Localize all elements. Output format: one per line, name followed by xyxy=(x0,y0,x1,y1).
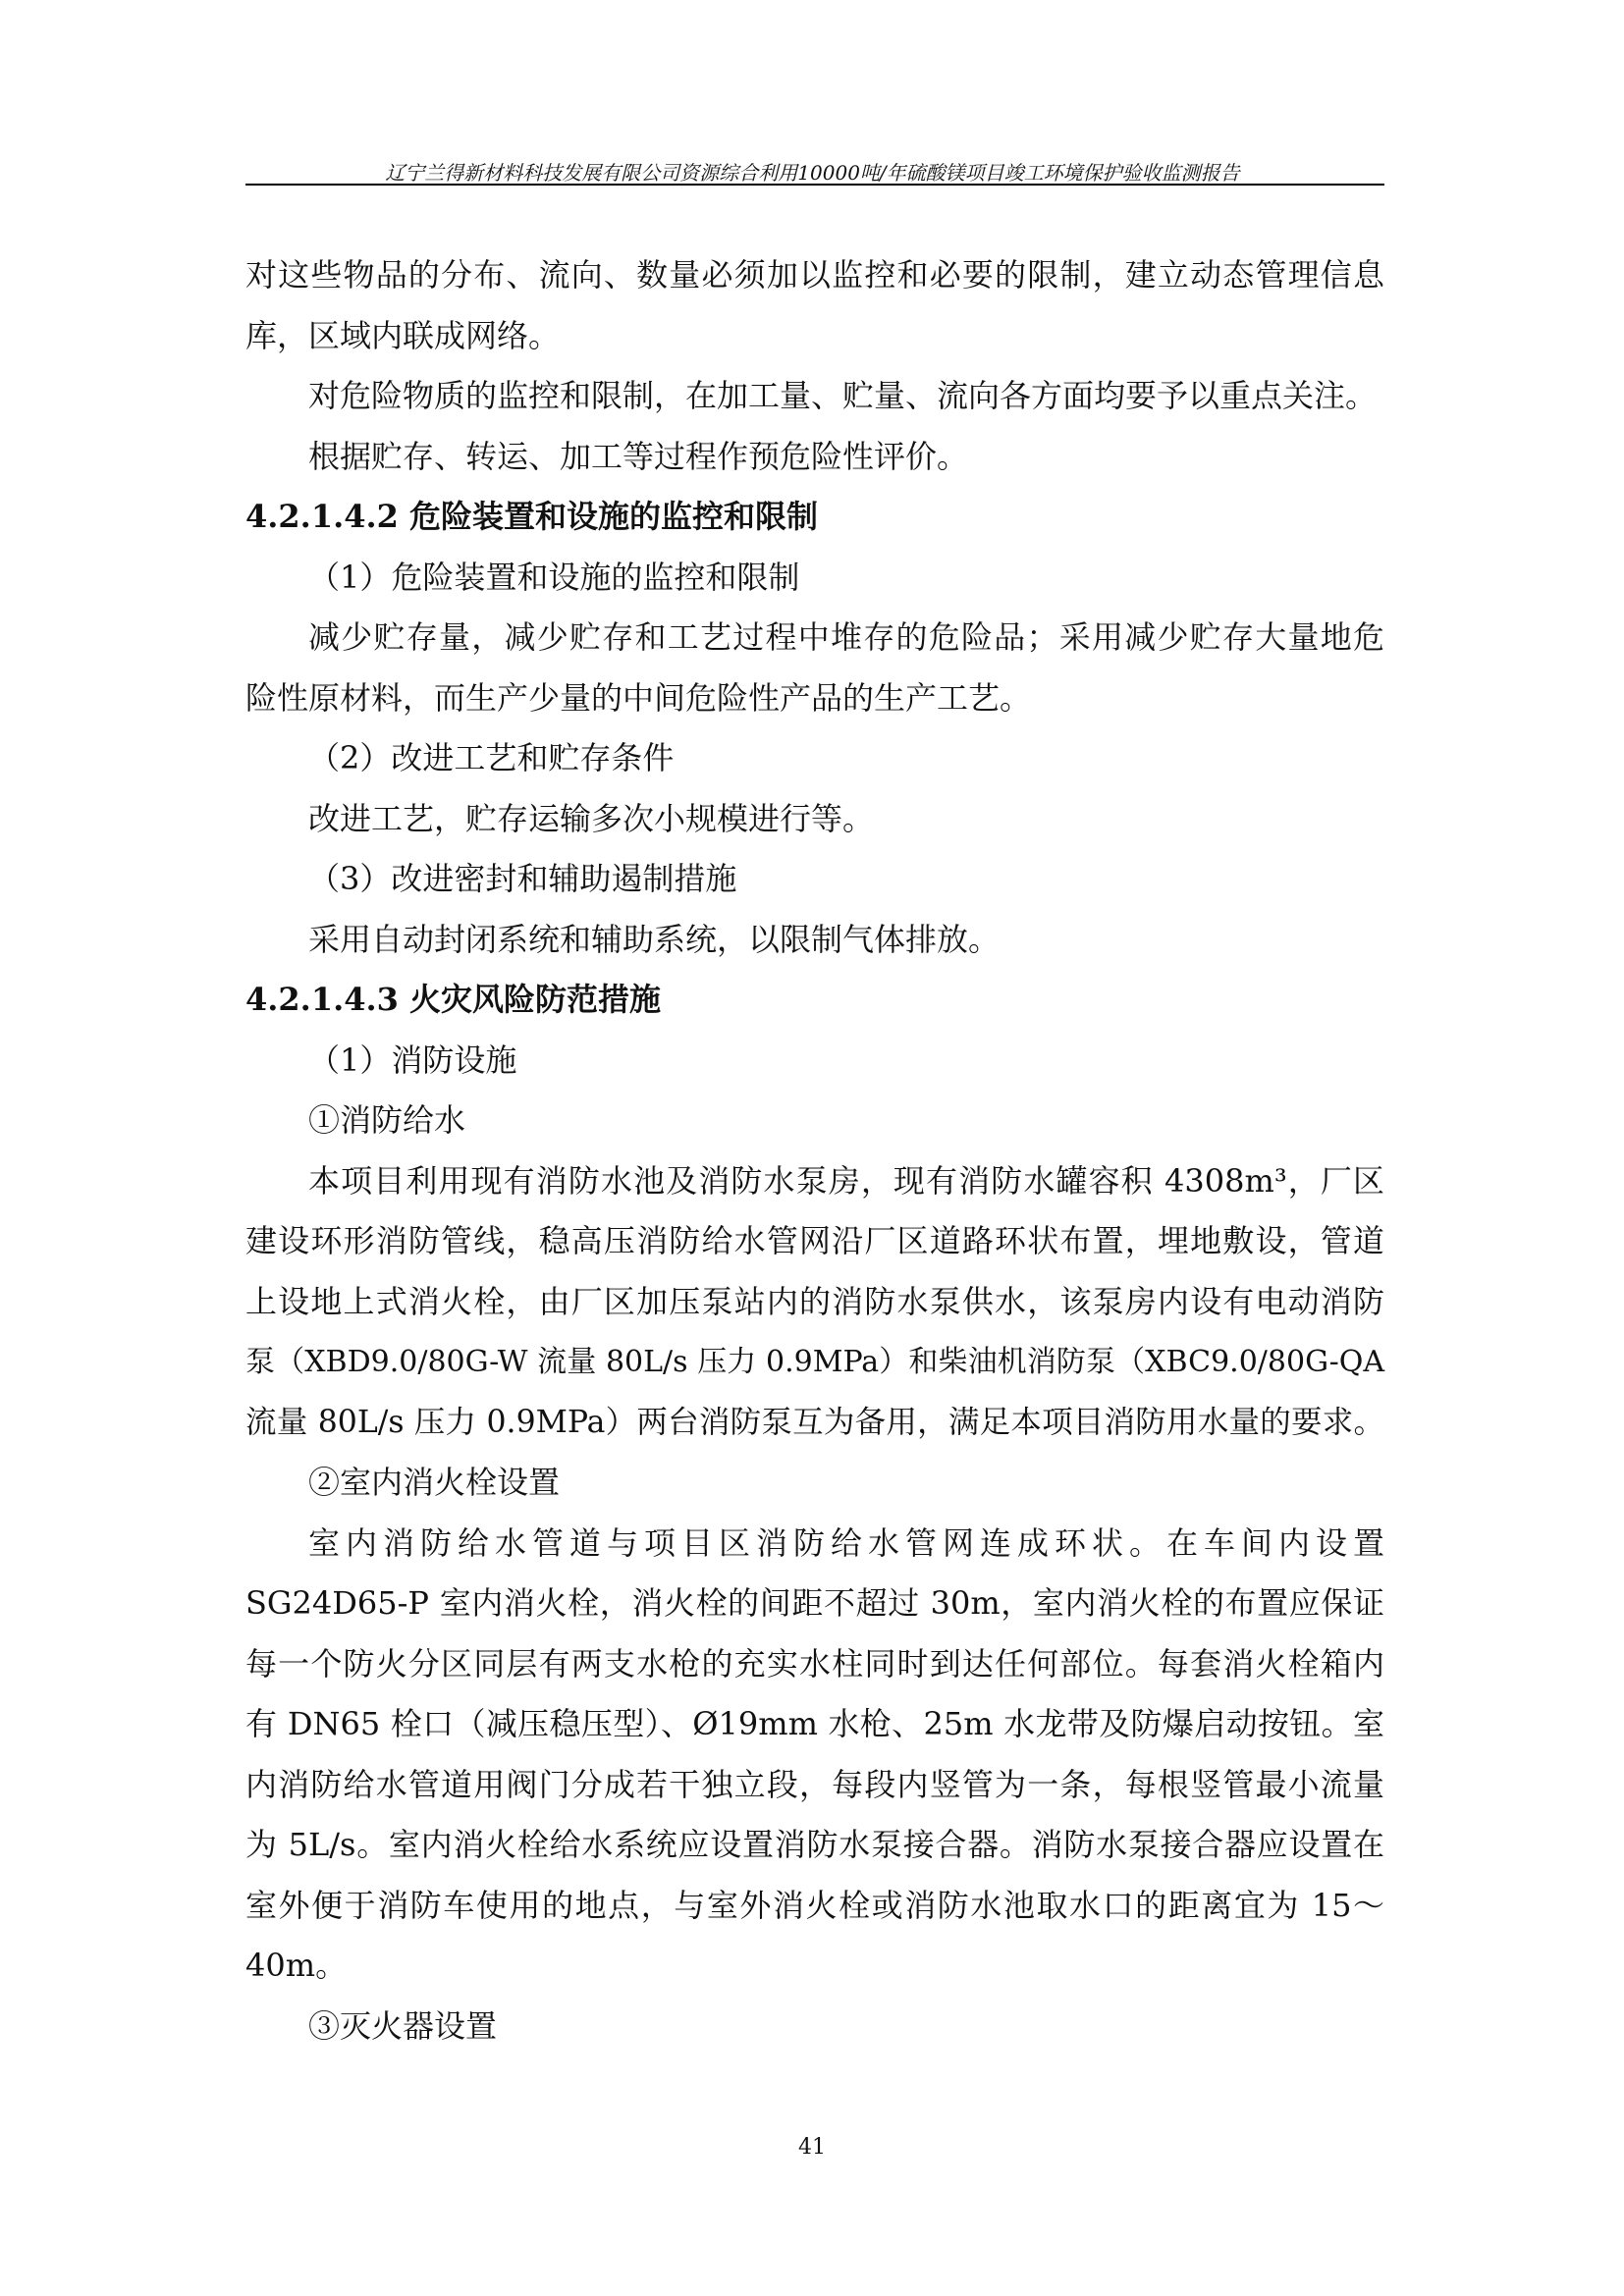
body-line: ②室内消火栓设置 xyxy=(308,1464,561,1501)
body-line: 为 5L/s。室内消火栓给水系统应设置消防水泵接合器。消防水泵接合器应设置在 xyxy=(245,1826,1384,1863)
body-line: 减少贮存量，减少贮存和工艺过程中堆存的危险品；采用减少贮存大量地危 xyxy=(308,618,1384,656)
body-line: （1）消防设施 xyxy=(308,1041,517,1079)
body-line: 有 DN65 栓口（减压稳压型）、Ø19mm 水枪、25m 水龙带及防爆启动按钮。室 xyxy=(245,1705,1384,1742)
body-line: 改进工艺，贮存运输多次小规模进行等。 xyxy=(308,799,875,837)
body-line: 对这些物品的分布、流向、数量必须加以监控和必要的限制，建立动态管理信息 xyxy=(245,256,1384,294)
body-line: 采用自动封闭系统和辅助系统，以限制气体排放。 xyxy=(308,920,1001,958)
body-line: 本项目利用现有消防水池及消防水泵房，现有消防水罐容积 4308m³，厂区 xyxy=(308,1161,1384,1200)
document-body xyxy=(245,245,1384,2056)
body-line: 40m。 xyxy=(245,1947,348,1984)
body-line: ①消防给水 xyxy=(308,1101,466,1139)
page-header-title: 辽宁兰得新材料科技发展有限公司资源综合利用10000吨/年硫酸镁项目竣工环境保护验收监测报告 xyxy=(385,161,1240,185)
body-line: （2）改进工艺和贮存条件 xyxy=(308,739,675,776)
section-heading: 4.2.1.4.2 危险装置和设施的监控和限制 xyxy=(245,498,819,535)
body-line: 流量 80L/s 压力 0.9MPa）两台消防泵互为备用，满足本项目消防用水量的要求。 xyxy=(245,1404,1384,1440)
body-line: 库，区域内联成网络。 xyxy=(245,316,561,354)
body-line: ③灭火器设置 xyxy=(308,2006,498,2045)
body-line: 险性原材料，而生产少量的中间危险性产品的生产工艺。 xyxy=(245,678,1032,717)
body-line: 每一个防火分区同层有两支水枪的充实水柱同时到达任何部位。每套消火栓箱内 xyxy=(245,1644,1384,1682)
body-line: 建设环形消防管线，稳高压消防给水管网沿厂区道路环状布置，埋地敷设，管道 xyxy=(245,1222,1384,1259)
page-number: 41 xyxy=(798,2135,826,2160)
section-heading: 4.2.1.4.3 火灾风险防范措施 xyxy=(245,981,662,1018)
body-line: 室外便于消防车使用的地点，与室外消火栓或消防水池取水口的距离宜为 15～ xyxy=(245,1886,1384,1924)
body-line: （3）改进密封和辅助遏制措施 xyxy=(308,860,737,897)
body-line: 内消防给水管道用阀门分成若干独立段，每段内竖管为一条，每根竖管最小流量 xyxy=(245,1765,1384,1803)
body-line: SG24D65-P 室内消火栓，消火栓的间距不超过 30m，室内消火栓的布置应保证 xyxy=(245,1584,1384,1622)
body-line: 室内消防给水管道与项目区消防给水管网连成环状。在车间内设置 xyxy=(308,1523,1384,1562)
body-line: 上设地上式消火栓，由厂区加压泵站内的消防水泵供水，该泵房内设有电动消防 xyxy=(245,1282,1384,1320)
header-rule xyxy=(245,184,1384,186)
body-line: 对危险物质的监控和限制，在加工量、贮量、流向各方面均要予以重点关注。 xyxy=(308,377,1378,414)
body-line: 根据贮存、转运、加工等过程作预危险性评价。 xyxy=(308,437,969,475)
body-line: 泵（XBD9.0/80G-W 流量 80L/s 压力 0.9MPa）和柴油机消防泵（XBC9.0/80G-QA xyxy=(245,1345,1384,1379)
body-line: （1）危险装置和设施的监控和限制 xyxy=(308,558,800,596)
